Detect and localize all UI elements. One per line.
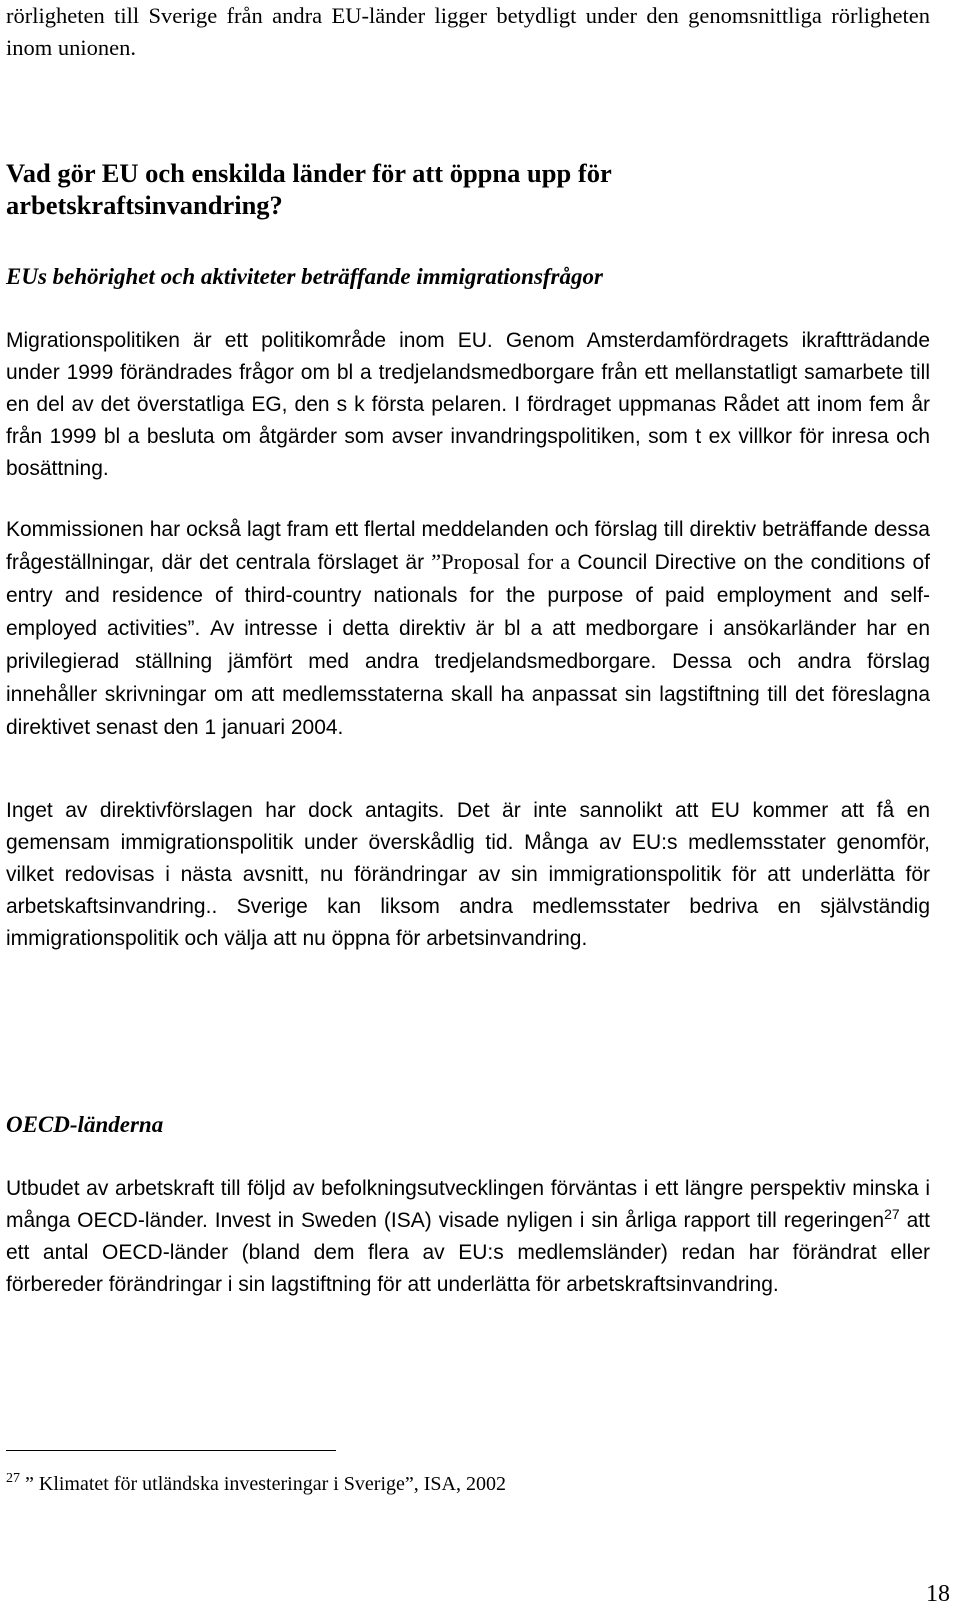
proposal-title-rest: Council Directive on the conditions of entry and residence of third-country nationals for the purpose of paid employment and self-employed activities”.: [6, 551, 931, 640]
treaty-initial: I: [514, 393, 521, 416]
footnote-divider: [6, 1450, 336, 1451]
footnote: [6, 1470, 506, 1498]
directive-status-paragraph: [6, 795, 930, 955]
commission-paragraph: [6, 513, 930, 744]
migration-paragraph: [6, 325, 930, 485]
commission-text: Kommissionen har också lagt fram ett flertal meddelanden och förslag till direktiv beträffande dessa frågeställningar, där det centrala förslaget är: [6, 518, 930, 574]
directive-interest-text: Av intresse i detta direktiv är bl a att medborgare i ansökarländer har en privilegierad ställning jämfört med andra tredjelandsmedborgare.: [6, 617, 930, 673]
directive-status-text: Inget av direktivförslagen har dock antagits. Det är inte sannolikt att EU kommer att få en gemensam immigrationspolitik under överskådlig tid. Många av EU:s medlemsstater genomför, vilket redovisas i nästa avsnitt, nu förändringar av sin immigrationspolitik för att underlätta för arbetskaftsinvandring.. Sverige kan liksom andra medlemsstater bedriva en självständig immigrationspolitik och välja att nu öppna för arbetsinvandring.: [6, 799, 930, 950]
oecd-subheading: OECD-länderna: [6, 1112, 164, 1137]
page-number: 18: [926, 1581, 950, 1607]
oecd-text-end: att ett antal OECD-länder (bland dem flera av EU:s medlemsländer) redan har förändrat eller förbereder förändringar i sin lagstiftning för att underlätta för arbetskraftsinvandring.: [6, 1209, 930, 1296]
footnote-text: ” Klimatet för utländska investeringar i Sverige”, ISA, 2002: [25, 1473, 506, 1495]
section-subheading: EUs behörighet och aktiviteter beträffande immigrationsfrågor: [6, 264, 603, 289]
section-heading: Vad gör EU och enskilda länder för att öppna upp för arbetskraftsinvandring?: [6, 158, 612, 220]
footnote-reference[interactable]: 27: [884, 1206, 900, 1222]
treaty-text: fördraget uppmanas Rådet att inom fem år från 1999 bl a besluta om åtgärder som avser invandringspolitiken, som t ex villkor för inresa och bosättning.: [6, 393, 930, 480]
oecd-paragraph: [6, 1173, 930, 1301]
footnote-number: 27: [6, 1471, 20, 1486]
oecd-text-start: Utbudet av arbetskraft till följd av befolkningsutvecklingen förväntas i ett längre perspektiv minska i många OECD-länder. Invest in Sweden (ISA) visade nyligen i sin årliga rapport till regeringen: [6, 1177, 930, 1232]
proposal-title-start: ”Proposal for a: [431, 549, 571, 574]
intro-text: rörligheten till Sverige från andra EU-länder ligger betydligt under den genomsnittliga rörligheten inom unionen.: [6, 3, 930, 60]
intro-paragraph: [6, 0, 930, 64]
member-states-text: Dessa och andra förslag innehåller skrivningar om att medlemsstaterna skall ha anpassat sin lagstiftning till det föreslagna direktivet senast den 1 januari 2004.: [6, 650, 930, 739]
migration-text: Migrationspolitiken är ett politikområde inom EU. Genom Amsterdamfördragets ikraftträdande under 1999 förändrades frågor om bl a tredjelandsmedborgare från ett mellanstatligt samarbete till en del av det överstatliga EG, den s k första pelaren.: [6, 329, 930, 416]
